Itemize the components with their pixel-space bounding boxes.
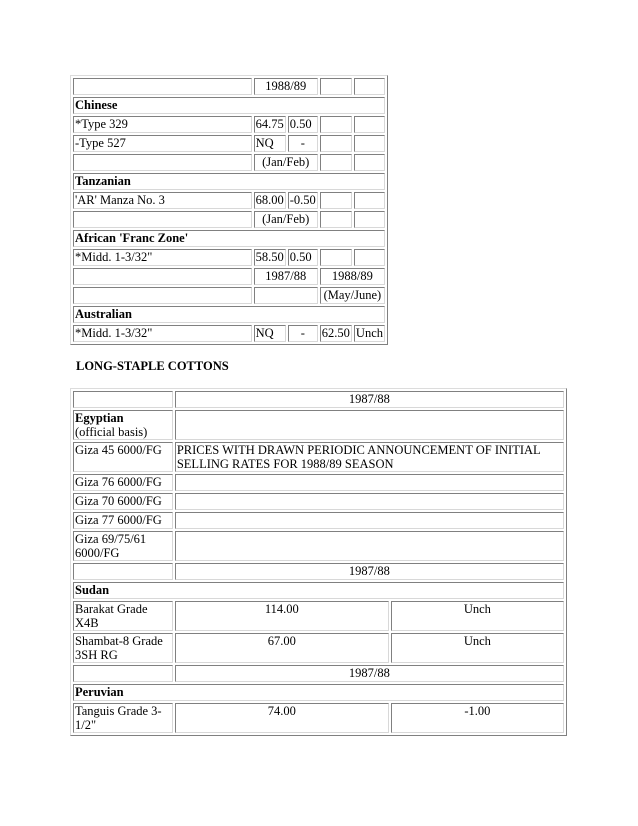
table-row bbox=[73, 665, 564, 682]
empty-cell bbox=[73, 211, 252, 228]
change-cell: - bbox=[288, 325, 318, 342]
season-header: 1987/88 bbox=[175, 563, 564, 580]
table-row bbox=[73, 474, 564, 491]
cotton-name: -Type 527 bbox=[73, 135, 252, 152]
price-cell: NQ bbox=[254, 325, 286, 342]
empty-cell bbox=[320, 78, 352, 95]
table-row bbox=[73, 135, 385, 152]
table-row bbox=[73, 391, 564, 408]
empty-cell bbox=[320, 135, 352, 152]
name-line: Barakat Grade bbox=[75, 602, 148, 616]
table-row bbox=[73, 211, 385, 228]
name-line: Tanguis Grade 3- bbox=[75, 704, 162, 718]
season-header: 1988/89 bbox=[254, 78, 318, 95]
empty-cell bbox=[175, 474, 564, 491]
season-header: 1987/88 bbox=[175, 391, 564, 408]
table-row bbox=[73, 563, 564, 580]
price-cell: NQ bbox=[254, 135, 286, 152]
cotton-name: *Midd. 1-3/32" bbox=[73, 249, 252, 266]
name-line: Giza 69/75/61 bbox=[75, 532, 147, 546]
cotton-name: Giza 76 6000/FG bbox=[73, 474, 173, 491]
group-label-tanzanian: Tanzanian bbox=[73, 173, 385, 190]
table-row bbox=[73, 306, 385, 323]
group-label-sudan: Sudan bbox=[73, 582, 564, 599]
table-row bbox=[73, 703, 564, 733]
group-sublabel: (official basis) bbox=[75, 425, 148, 439]
name-line: Shambat-8 Grade bbox=[75, 634, 163, 648]
name-line: X4B bbox=[75, 616, 99, 630]
table-row bbox=[73, 512, 564, 529]
change-cell: 0.50 bbox=[288, 116, 318, 133]
cotton-name bbox=[73, 633, 173, 663]
name-line: 1/2" bbox=[75, 718, 97, 732]
cotton-name: *Midd. 1-3/32" bbox=[73, 325, 252, 342]
table-row bbox=[73, 410, 564, 440]
season-cell: 1987/88 bbox=[254, 268, 318, 285]
table-row bbox=[73, 684, 564, 701]
table-row bbox=[73, 287, 385, 304]
price-cell: 68.00 bbox=[255, 193, 284, 207]
note-line: PRICES WITH DRAWN PERIODIC ANNOUNCEMENT OF INITIAL bbox=[176, 443, 541, 457]
empty-cell bbox=[73, 665, 173, 682]
change-cell: 0.50 bbox=[288, 249, 318, 266]
cotton-name bbox=[73, 601, 173, 631]
long-staple-table bbox=[70, 388, 567, 736]
empty-cell bbox=[354, 78, 385, 95]
table-row bbox=[73, 173, 385, 190]
table-row bbox=[73, 493, 564, 510]
empty-cell bbox=[73, 154, 252, 171]
table-row bbox=[73, 230, 385, 247]
period-cell: (Jan/Feb) bbox=[254, 154, 318, 171]
empty-cell bbox=[320, 249, 352, 266]
empty-cell bbox=[354, 135, 385, 152]
name-line: 3SH RG bbox=[75, 648, 118, 662]
note-line: SELLING RATES FOR 1988/89 SEASON bbox=[176, 457, 394, 471]
change-cell: Unch bbox=[391, 633, 564, 663]
table-row bbox=[73, 531, 564, 561]
empty-cell bbox=[175, 512, 564, 529]
table-row bbox=[73, 78, 385, 95]
cotton-name bbox=[73, 703, 173, 733]
section-heading: LONG-STAPLE COTTONS bbox=[76, 359, 229, 373]
price-cell: 58.50 bbox=[255, 250, 284, 264]
group-label-chinese: Chinese bbox=[73, 97, 385, 114]
table-row bbox=[73, 192, 385, 209]
empty-cell bbox=[354, 249, 385, 266]
empty-cell bbox=[354, 211, 385, 228]
change-cell: Unch bbox=[355, 326, 383, 340]
table-row bbox=[73, 325, 385, 342]
cotton-name bbox=[73, 531, 173, 561]
season-header: 1987/88 bbox=[175, 665, 564, 682]
empty-cell bbox=[354, 192, 385, 209]
change-cell: -0.50 bbox=[289, 193, 316, 207]
table-row bbox=[73, 97, 385, 114]
empty-cell bbox=[254, 287, 318, 304]
price-cell: 114.00 bbox=[175, 601, 389, 631]
empty-cell bbox=[175, 531, 564, 561]
group-label-australian: Australian bbox=[73, 306, 385, 323]
group-label-african: African 'Franc Zone' bbox=[73, 230, 385, 247]
empty-cell bbox=[73, 391, 173, 408]
price-cell: 67.00 bbox=[175, 633, 389, 663]
empty-cell bbox=[320, 192, 352, 209]
empty-cell bbox=[175, 493, 564, 510]
period-cell: (May/June) bbox=[320, 287, 385, 304]
table-row bbox=[73, 601, 564, 631]
name-line: 6000/FG bbox=[75, 546, 120, 560]
cotton-name: *Type 329 bbox=[73, 116, 252, 133]
table-row bbox=[73, 116, 385, 133]
empty-cell bbox=[320, 211, 352, 228]
season-cell: 1988/89 bbox=[320, 268, 385, 285]
change-cell: - bbox=[288, 135, 318, 152]
price-cell: 64.75 bbox=[255, 117, 284, 131]
table-row bbox=[73, 582, 564, 599]
empty-cell bbox=[354, 116, 385, 133]
group-label-peruvian: Peruvian bbox=[73, 684, 564, 701]
price-cell: 74.00 bbox=[175, 703, 389, 733]
empty-cell bbox=[175, 410, 564, 440]
group-label: Egyptian bbox=[75, 411, 124, 425]
price-cell: 62.50 bbox=[321, 326, 350, 340]
cotton-name: Giza 45 6000/FG bbox=[73, 442, 173, 472]
note-cell bbox=[175, 442, 564, 472]
cotton-name: 'AR' Manza No. 3 bbox=[73, 192, 252, 209]
cotton-name: Giza 70 6000/FG bbox=[73, 493, 173, 510]
empty-cell bbox=[73, 563, 173, 580]
period-cell: (Jan/Feb) bbox=[254, 211, 318, 228]
empty-cell bbox=[320, 116, 352, 133]
table-row bbox=[73, 268, 385, 285]
cotton-name: Giza 77 6000/FG bbox=[73, 512, 173, 529]
group-label-egyptian bbox=[73, 410, 173, 440]
change-cell: -1.00 bbox=[391, 703, 564, 733]
empty-cell bbox=[320, 154, 352, 171]
empty-cell bbox=[73, 78, 252, 95]
table-row bbox=[73, 249, 385, 266]
change-cell: Unch bbox=[391, 601, 564, 631]
short-staple-table bbox=[70, 75, 388, 345]
table-row bbox=[73, 154, 385, 171]
empty-cell bbox=[73, 268, 252, 285]
table-row bbox=[73, 633, 564, 663]
table-row bbox=[73, 442, 564, 472]
empty-cell bbox=[73, 287, 252, 304]
empty-cell bbox=[354, 154, 385, 171]
